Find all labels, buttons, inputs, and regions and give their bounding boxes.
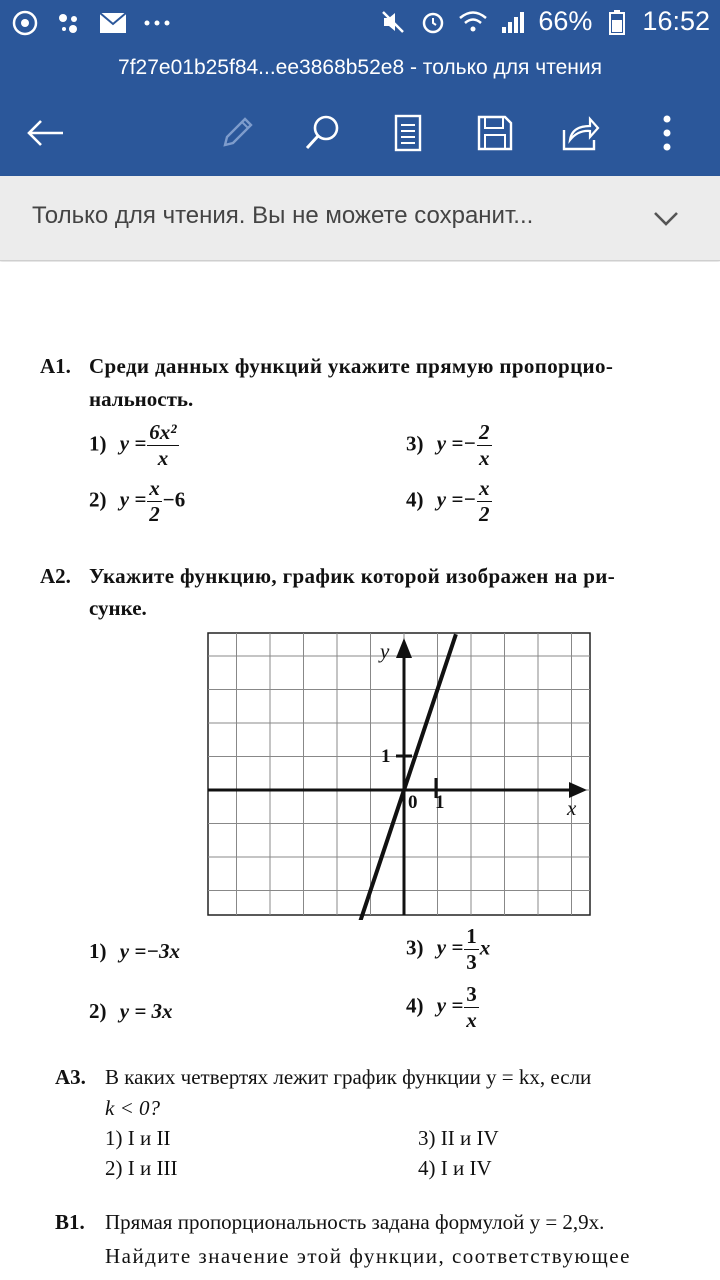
search-button[interactable] (297, 110, 347, 156)
question-a2-text: Укажите функцию, график которой изображен на ри- (89, 564, 616, 588)
battery-icon (602, 7, 632, 37)
a1-option-3: 3) y =− $\frac{2}{x}$ (406, 420, 490, 470)
back-button[interactable] (20, 110, 70, 156)
mail-icon (98, 8, 128, 38)
more-dots-icon (142, 8, 172, 38)
reading-view-icon (393, 113, 423, 153)
question-a1-text-cont: нальность. (89, 387, 194, 411)
x-tick-label: 1 (435, 792, 445, 813)
question-b1-label: В1. (55, 1210, 85, 1234)
a2-option-3: 3) y = $\frac{1}{3}$ x (406, 924, 491, 974)
question-a1-label: А1. (40, 354, 71, 378)
share-icon (560, 114, 600, 152)
assistant-icon (54, 8, 84, 38)
question-a2-label: А2. (40, 564, 71, 588)
a1-option-4: 4) y =− $\frac{x}{2}$ (406, 476, 490, 526)
question-b1-text-cont: Найдите значение этой функции, соответствующее (105, 1244, 631, 1268)
battery-percent: 66% (538, 6, 593, 36)
wifi-icon (458, 7, 488, 37)
more-options-button[interactable] (642, 110, 692, 156)
alarm-icon (418, 7, 448, 37)
a1-option-1: 1) y = $\frac{\text{6x²}}{x}$ (89, 420, 177, 470)
origin-label: 0 (408, 792, 418, 813)
question-a2-text-cont: сунке. (89, 596, 147, 620)
question-a3-text-cont: k < 0? (105, 1096, 160, 1120)
reading-view-button[interactable] (383, 110, 433, 156)
save-button[interactable] (470, 110, 520, 156)
search-icon (302, 113, 342, 153)
y-tick-label: 1 (381, 746, 391, 767)
save-icon (476, 114, 514, 152)
edit-pencil-icon (217, 113, 257, 153)
a3-option-2: 2) I и III (105, 1156, 178, 1180)
more-vertical-icon (662, 113, 672, 153)
graph-frame (208, 633, 590, 915)
back-arrow-icon (25, 118, 65, 148)
a2-option-1: 1) y =−3x (89, 939, 181, 963)
clock-time: 16:52 (642, 6, 710, 36)
a3-option-1: 1) I и II (105, 1126, 171, 1150)
a3-option-3: 3) II и IV (418, 1126, 499, 1150)
a2-option-2: 2) y = 3x (89, 999, 173, 1023)
app-toolbar (0, 90, 720, 176)
share-button[interactable] (555, 110, 605, 156)
status-bar (0, 0, 720, 50)
a3-option-4: 4) I и IV (418, 1156, 492, 1180)
read-only-message: Только для чтения. Вы не можете сохранит... (32, 202, 534, 229)
read-only-banner[interactable] (0, 176, 720, 261)
signal-icon (498, 7, 528, 37)
mute-icon (378, 7, 408, 37)
question-b1-text: Прямая пропорциональность задана формулой y = 2,9x. (105, 1210, 605, 1234)
document-title: 7f27e01b25f84...ee3868b52e8 - только для чтения (0, 50, 720, 90)
question-a3-text: В каких четвертях лежит график функции y = kx, если (105, 1065, 592, 1089)
a1-option-2: 2) y = $\frac{x}{2}$ −6 (89, 476, 186, 526)
document-page[interactable] (0, 262, 720, 1280)
a2-option-4: 4) y = $\frac{3}{x}$ (406, 982, 477, 1032)
function-graph (205, 630, 595, 920)
question-a3-label: А3. (55, 1065, 86, 1089)
y-axis-label: y (380, 639, 390, 663)
question-a1-text: Среди данных функций укажите прямую пропорцио- (89, 354, 614, 378)
chevron-down-icon[interactable] (650, 202, 682, 234)
chrome-icon (10, 8, 40, 38)
x-axis-label: x (567, 796, 577, 820)
edit-button[interactable] (212, 110, 262, 156)
